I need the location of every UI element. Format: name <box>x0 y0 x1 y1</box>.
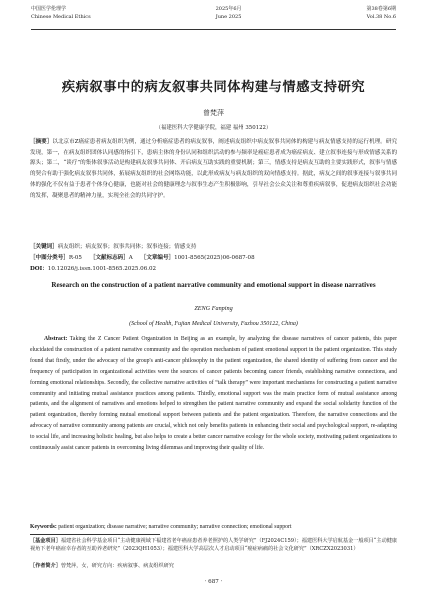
journal-name <box>31 5 91 21</box>
keywords-en <box>30 522 397 533</box>
abstract-en-text: Taking the Z Cancer Patient Organization in Beijing as an example, by analyzing the disease narratives of cancer patients, this paper elucidated the construction of a patient narrative community and the operation mechanism of patient emotional support in the patient organization. This study found that firstly, under the advocacy of the group's anti-cancer philosophy in the patient organization, the shared identity of suffering from cancer and the frequency of participation in organizational activities were the sources of cancer patients becoming cancer friends, establishing narrative connections, and forming emotional relationships. Secondly, the collective narrative activities of “talk therapy” were important mechanisms for constructing a patient narrative community and initiating mutual assistance practices among patients. Thirdly, emotional support was the main practice form of mutual assistance among patients, and the alignment of narratives and emotions helped to strengthen the patient narrative community and expand the social solidarity function of the patient organization, thereby forming mutual emotional support between patients and the patient organization. Therefore, the narrative connections and the advocacy of narrative community among patients are crucial, which not only benefits patients in enhancing their social and psychological support, re-adapting to social life, and increasing holistic healing, but also helps to create a better cancer narrative ecology for the whole society, motivating patient organizations to continuously assist cancer patients in overcoming living dilemmas and improving their quality of life. <box>30 336 397 452</box>
author-name-cn: 曾梵萍 <box>203 109 224 117</box>
author-bio-label: ［作者简介］ <box>30 563 61 569</box>
doi-value: 10.12026/j.issn.1001-8565.2025.06.02 <box>47 266 157 272</box>
abstract-en-label: Abstract: <box>44 336 68 342</box>
article-id-value: 1001-8565(2025)06-0687-08 <box>174 255 255 261</box>
affiliation-en: (School of Health, Fujian Medical University, Fuzhou 350122, China) <box>129 321 298 327</box>
author-name-en: ZENG Fanping <box>194 305 233 312</box>
abstract-cn-label: ［摘要］ <box>30 139 53 145</box>
footnote-divider <box>30 534 160 535</box>
clc-value: R-05 <box>68 255 82 261</box>
classification-row <box>30 254 255 263</box>
running-header <box>31 5 396 29</box>
funding-text: 福建省社会科学基金项目“主动健康视域下福建省老年癌症患者养老照护的人类学研究”（FJ2024C159）；福建医科大学启航基金一般项目“主动健康视角下老年癌症幸存者的互助养老研究”（2023QH1053）；福建医科大学高层次人才启动项目“癌症病痛的社会文化研究”（XRCZX2023031） <box>30 538 398 553</box>
clc-label: ［中图分类号］ <box>30 255 69 261</box>
issue-date <box>216 5 242 21</box>
journal-name-cn: 中国医学伦理学 <box>31 6 67 12</box>
abstract-en <box>30 334 397 454</box>
doc-code-value: A <box>128 255 133 261</box>
keywords-cn-label: ［关键词］ <box>30 244 58 250</box>
page-number: · 687 · <box>204 579 223 585</box>
doi-label: DOI： <box>30 266 48 272</box>
volume-number <box>366 5 396 21</box>
doc-code-label: ［文献标志码］ <box>89 255 129 261</box>
volume-number-en: Vol.38 No.6 <box>366 14 396 20</box>
funding-label: ［基金项目］ <box>30 538 61 544</box>
funding-note <box>30 537 397 553</box>
keywords-en-text: patient organization; disease narrative; narrative community; narrative connection; emotional support <box>58 524 292 530</box>
journal-name-en: Chinese Medical Ethics <box>31 14 91 20</box>
keywords-cn <box>30 242 397 253</box>
abstract-cn <box>30 137 397 201</box>
abstract-cn-text: 以北京市Z癌症患者病友组织为例，通过分析癌症患者的病友叙事，阐述病友组织中病友叙事共同体的构建与病友情感支持的运行机理。研究发现，第一，在病友组织团体认同感的指引下，患病主体的身份认同和组织活动的参与频率是癌症患者成为癌症病友、建立叙事连接与形成情感关系的源头；第二，“谈疗”的集体叙事活动是构建病友叙事共同体、开启病友互助实践的重要机制；第三，情感支持是病友互助的主要实践形式，叙事与情感的契合有助于强化病友叙事共同体，拓展病友组织的社会网络功能，以此形成病友与病友组织的双向情感支持。据此，病友之间的叙事连接与叙事共同体的强化不仅有益于患者个体身心健康，也能对社会的健康理念与叙事生态产生积极影响，引导社会公众关注和尊重疾病叙事，促进病友组织社会功能的发挥，凝聚患者的精神力量，实现全社会的共同守护。 <box>30 139 398 199</box>
volume-number-cn: 第38卷第6期 <box>366 6 396 12</box>
header-divider <box>31 29 396 30</box>
keywords-cn-text: 病友组织；病友叙事；叙事共同体；叙事连接；情感支持 <box>57 244 197 250</box>
article-title-cn: 疾病叙事中的病友叙事共同体构建与情感支持研究 <box>61 80 366 95</box>
article-id-label: ［文章编号］ <box>140 255 175 261</box>
issue-date-en: June 2025 <box>215 14 242 20</box>
doi-row <box>30 265 156 274</box>
keywords-en-label: Keywords: <box>30 524 57 530</box>
issue-date-cn: 2025年6月 <box>215 6 242 12</box>
author-bio-text: 曾梵萍，女，研究方向：疾病叙事、病友组织研究 <box>60 563 174 569</box>
author-bio-note <box>30 562 397 570</box>
affiliation-cn: （福建医科大学健康学院，福建 福州 350122） <box>155 125 272 131</box>
article-title-en: Research on the construction of a patient narrative community and emotional support in disease narratives <box>51 281 376 289</box>
